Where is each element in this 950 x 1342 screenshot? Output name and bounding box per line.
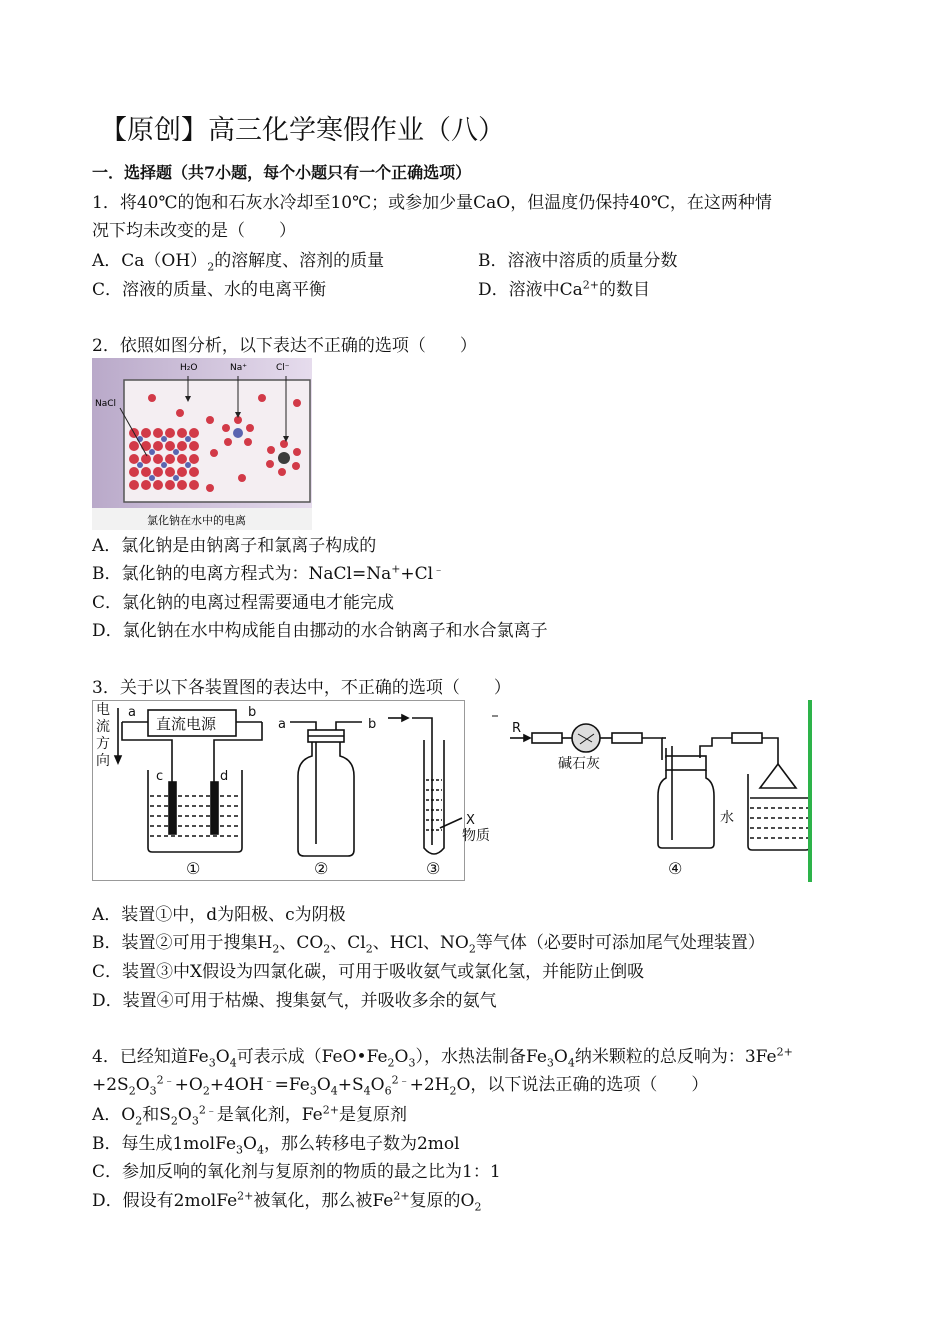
svg-text:R: R bbox=[512, 721, 522, 736]
apparatus-2-gas-bottle bbox=[278, 717, 376, 878]
section-heading: 一．选择题（共7小题，每个小题只有一个正确选项） bbox=[92, 163, 472, 182]
apparatus-1-electrolysis bbox=[96, 701, 262, 878]
svg-text:c: c bbox=[156, 769, 164, 784]
q1-option-a[interactable]: A．$Ca(OH)_2$的溶解度、溶剂的质量 bbox=[92, 251, 385, 274]
q3-option-a[interactable]: A．装置①中，d为阳极、c为阴极 bbox=[92, 905, 346, 925]
q2-option-d[interactable]: D．氯化钠在水中构成能自由挪动的水合钠离子和水合氯离子 bbox=[92, 621, 548, 641]
svg-text:b: b bbox=[368, 717, 377, 732]
svg-text:流: 流 bbox=[96, 719, 110, 735]
svg-text:②: ② bbox=[314, 859, 329, 878]
q2-option-b[interactable]: B．氯化钠的电离方程式为：NaCl=Na++Cl﹣ bbox=[92, 562, 445, 584]
svg-text:方: 方 bbox=[96, 736, 110, 752]
label-nacl: NaCl bbox=[95, 399, 117, 409]
q1-stem-line2: 况下均未改变的是（ ） bbox=[92, 221, 296, 241]
q1-option-d[interactable]: D．溶液中$Ca^{2+}$的数目 bbox=[478, 278, 650, 300]
svg-text:向: 向 bbox=[96, 753, 110, 769]
q1-stem-line1: 1．将40℃的饱和石灰水冷却至10℃；或参加少量CaO，但温度仍保持40℃，在这两种情 bbox=[92, 193, 772, 213]
q3-option-b[interactable]: B．装置②可用于搜集$H_2$、$CO_2$、$Cl_2$、HCl、$NO_2$等气体（必要时可添加尾气处理装置） bbox=[92, 933, 765, 956]
q4-option-c[interactable]: C．参加反响的氧化剂与复原剂的物质的最之比为1：1 bbox=[92, 1162, 501, 1182]
page-title: 【原创】高三化学寒假作业（八） bbox=[100, 115, 505, 146]
svg-text:④: ④ bbox=[668, 859, 683, 878]
q2-option-c[interactable]: C．氯化钠的电离过程需要通电才能完成 bbox=[92, 593, 395, 613]
svg-text:a: a bbox=[128, 705, 136, 720]
soda-lime-label: 碱石灰 bbox=[558, 756, 600, 772]
svg-text:物质: 物质 bbox=[462, 828, 490, 844]
svg-text:③: ③ bbox=[426, 859, 441, 878]
q3-option-c[interactable]: C．装置③中X假设为四氯化碳，可用于吸收氨气或氯化氢，并能防止倒吸 bbox=[92, 962, 645, 982]
q3-option-d[interactable]: D．装置④可用于枯燥、搜集氨气，并吸收多余的氨气 bbox=[92, 991, 497, 1011]
svg-text:①: ① bbox=[186, 859, 201, 878]
apparatus-figure bbox=[92, 700, 812, 882]
q4-option-d[interactable]: D．假设有2molFe$^{2+}$被氧化，那么被$Fe^{2+}$复原的$O_2$ bbox=[92, 1189, 482, 1214]
q4-stem-line2: $+2S_2O_3^{2﹣}+O_2+4OH^﹣=Fe_3O_4+S_4O_6^{2﹣}+2H_2O$，以下说法正确的选项（ ） bbox=[92, 1073, 709, 1098]
nacl-dissolution-figure bbox=[92, 358, 312, 530]
q4-option-b[interactable]: B．每生成$1molFe_3O_4$，那么转移电子数为2mol bbox=[92, 1134, 460, 1157]
apparatus-3-absorption-tube bbox=[388, 715, 490, 878]
apparatus-4-dry-collect-absorb bbox=[492, 716, 810, 878]
q2-option-a[interactable]: A．氯化钠是由钠离子和氯离子构成的 bbox=[92, 536, 377, 556]
label-na: Na⁺ bbox=[230, 363, 247, 373]
q4-stem-line1: 4．已经知道$Fe_3O_4$可表示成$(FeO•Fe_2O_3)$，水热法制备$Fe_3O_4$纳米颗粒的总反响为：$3Fe^{2+}$ bbox=[92, 1045, 793, 1070]
water-label: 水 bbox=[720, 810, 734, 826]
svg-text:a: a bbox=[278, 717, 286, 732]
q4-option-a[interactable]: A．$O_2$和$S_2O_3^{2﹣}$是氧化剂，$Fe^{2+}$是复原剂 bbox=[92, 1103, 407, 1128]
power-supply-label: 直流电源 bbox=[156, 715, 217, 733]
label-cl: Cl⁻ bbox=[276, 363, 290, 373]
svg-text:电: 电 bbox=[96, 702, 110, 718]
svg-text:d: d bbox=[220, 769, 229, 784]
q1-option-c[interactable]: C．溶液的质量、水的电离平衡 bbox=[92, 280, 327, 300]
label-h2o: H₂O bbox=[180, 363, 198, 373]
q1-option-b[interactable]: B．溶液中溶质的质量分数 bbox=[478, 251, 678, 271]
q3-stem: 3．关于以下各装置图的表达中，不正确的选项（ ） bbox=[92, 678, 511, 698]
svg-text:b: b bbox=[248, 705, 257, 720]
q2-stem: 2．依照如图分析，以下表达不正确的选项（ ） bbox=[92, 336, 477, 356]
svg-text:X: X bbox=[466, 813, 475, 828]
figure-caption: 氯化钠在水中的电离 bbox=[147, 514, 246, 527]
